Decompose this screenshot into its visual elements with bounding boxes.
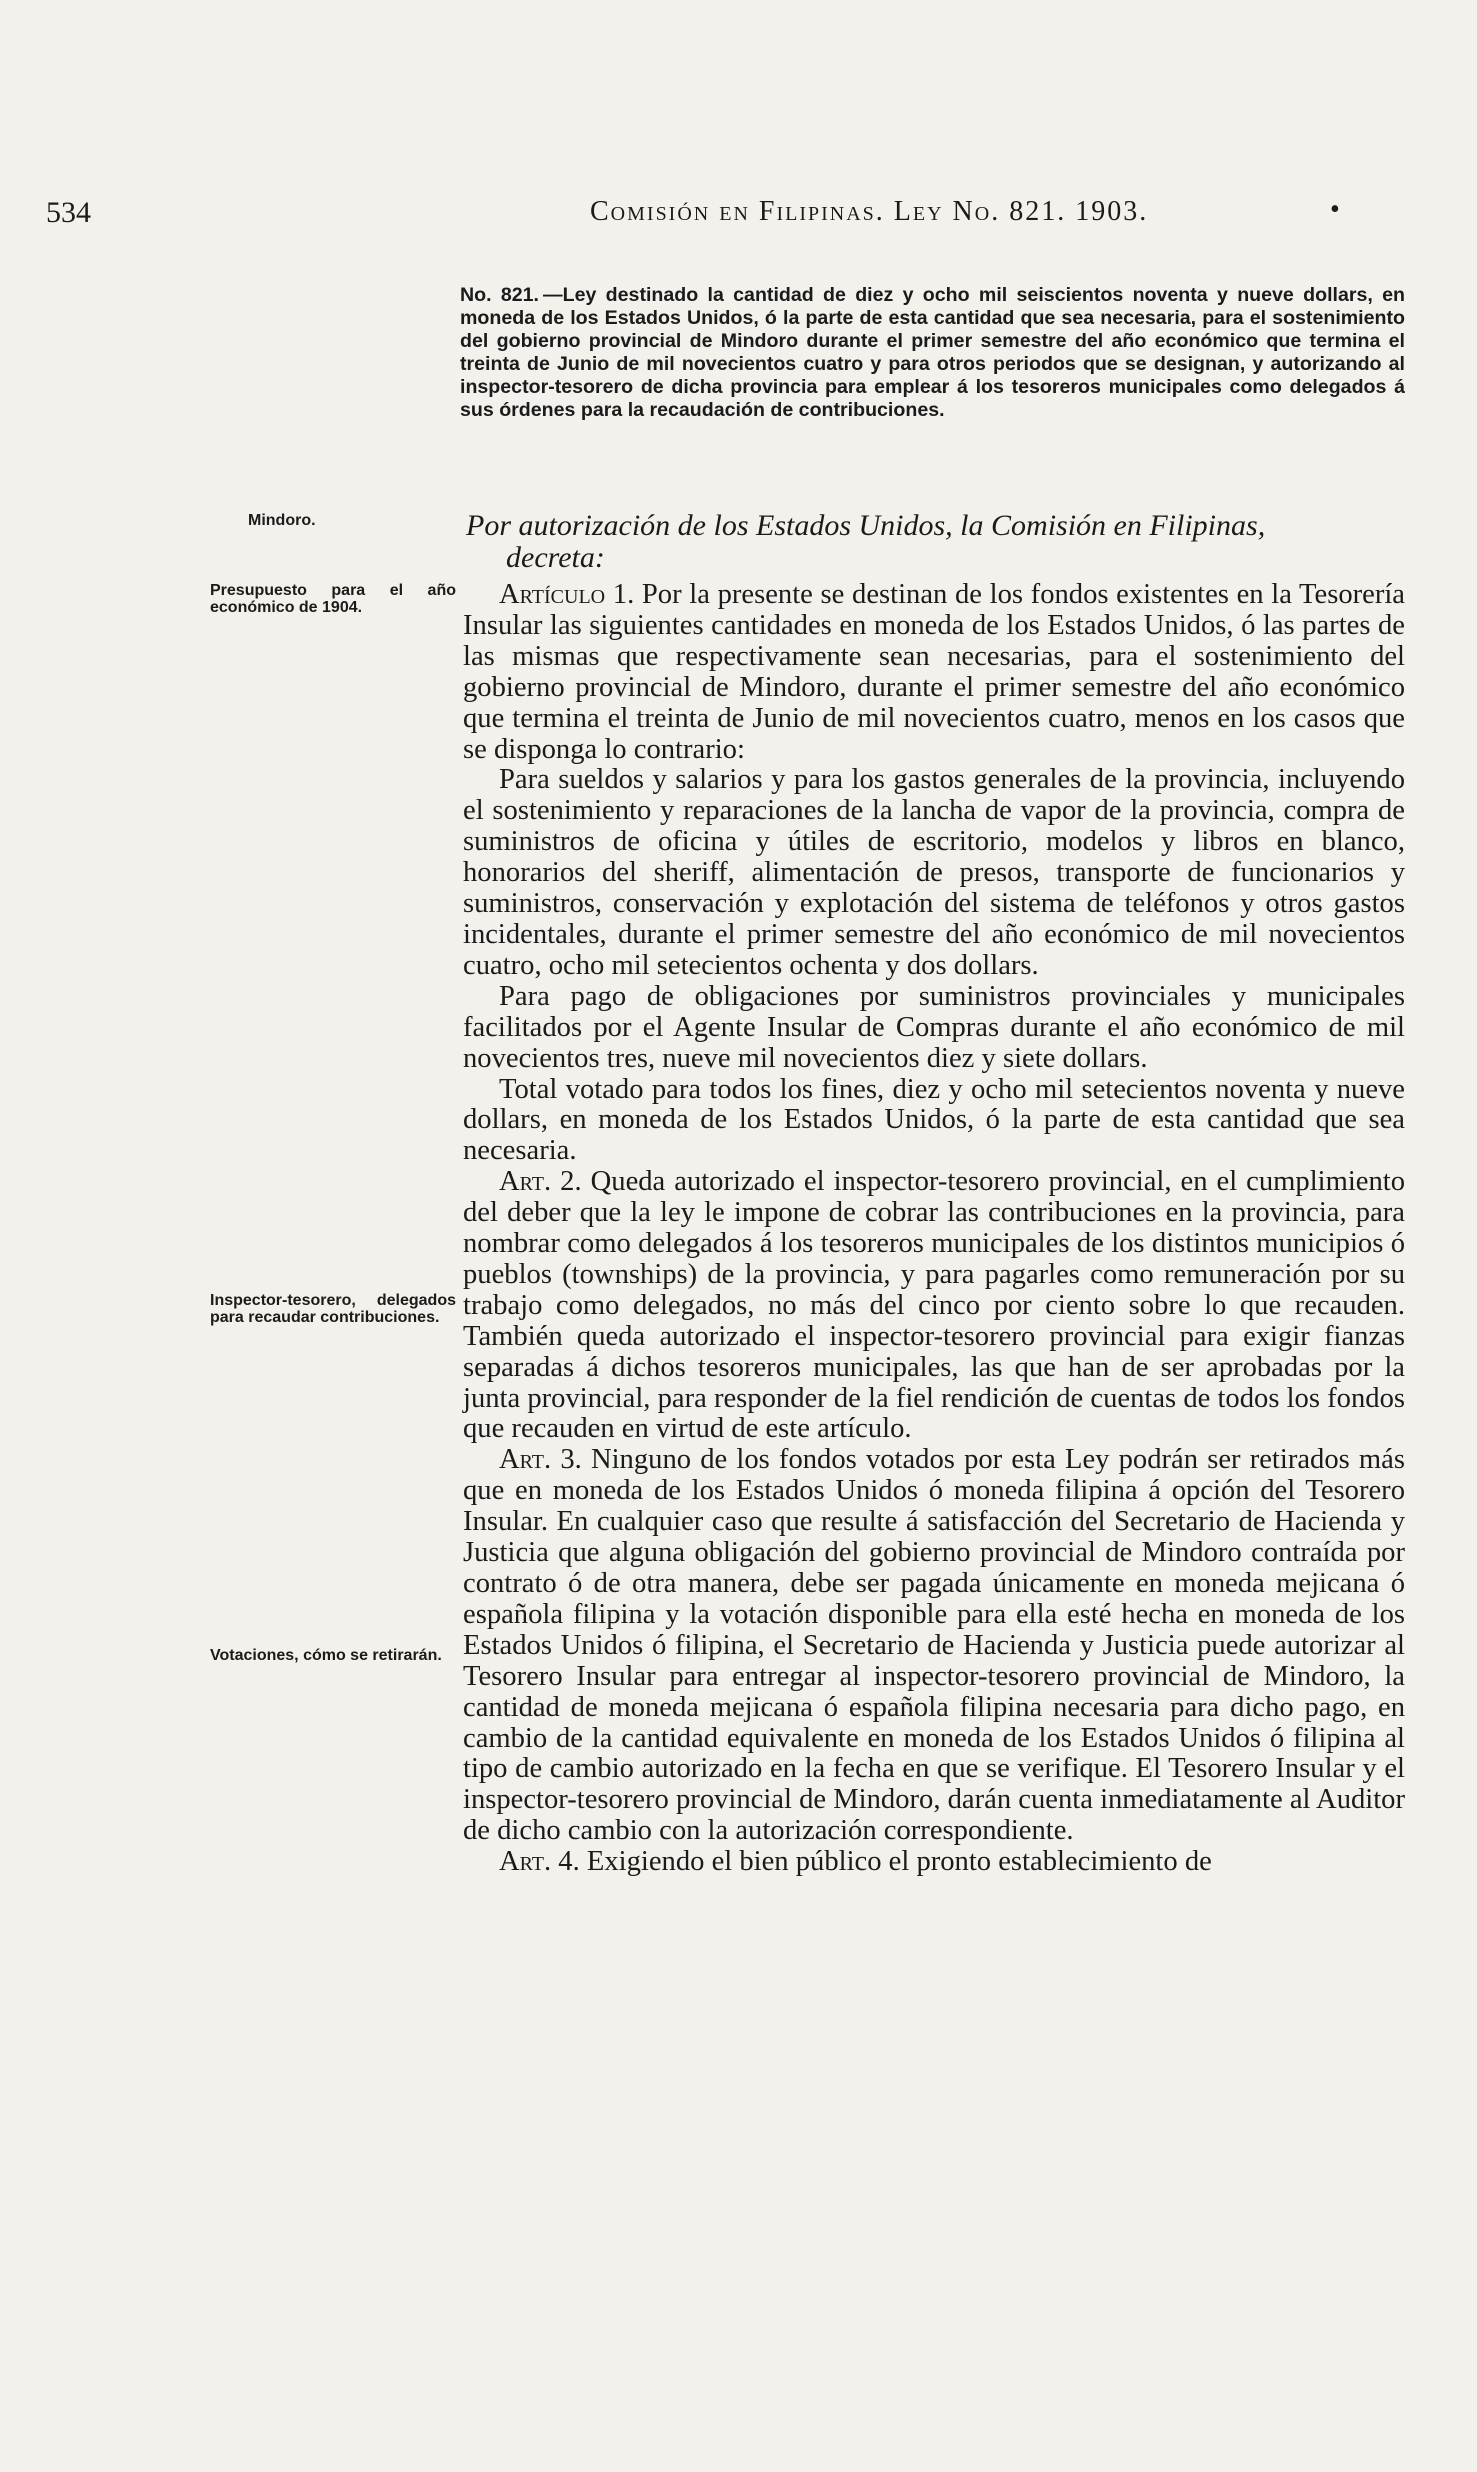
article-3 <box>463 1445 1405 1847</box>
enacting-line-2: decreta: <box>506 541 605 574</box>
article-2-label: Art. 2. <box>499 1166 582 1198</box>
body-text <box>463 580 1405 1878</box>
margin-note-inspector: Inspector-tesorero, delegados para recaudar contribuciones. <box>210 1292 456 1326</box>
paragraph-total: Total votado para todos los fines, diez y ocho mil setecientos noventa y nueve dollars, en moneda de los Estados Unidos, ó la parte de esta cantidad que sea necesaria. <box>463 1073 1405 1167</box>
article-4-label: Art. 4. <box>499 1846 580 1878</box>
article-4-text: Exigiendo el bien público el pronto establecimiento de <box>579 1846 1212 1878</box>
margin-note-votaciones: Votaciones, cómo se retirarán. <box>210 1647 442 1664</box>
enacting-line-1: Por autorización de los Estados Unidos, la Comisión en Filipinas, <box>466 509 1266 542</box>
page-number: 534 <box>46 196 91 229</box>
article-4 <box>463 1847 1405 1878</box>
paragraph-sueldos: Para sueldos y salarios y para los gastos generales de la provincia, incluyendo el sostenimiento y reparaciones de la lancha de vapor de la provincia, compra de suministros de oficina y útiles de escritorio, modelos y libros en blanco, honorarios del sheriff, alimentación de presos, transporte de funcionarios y suministros, conservación y explotación del sistema de teléfonos y otros gastos incidentales, durante el primer semestre del año económico de mil novecientos cuatro, ocho mil setecientos ochenta y dos dollars. <box>463 764 1405 981</box>
article-2-text: Queda autorizado el inspector-tesorero provincial, en el cumplimiento del deber que la ley le impone de cobrar las contribuciones en la provincia, para nombrar como delegados á los tesoreros municipales de los distintos municipios ó pueblos (townships) de la provincia, y para pagarles como remuneración por su trabajo como delegados, no más del cinco por ciento sobre lo que recauden. También queda autorizado el inspector-tesorero provincial para exigir fianzas separadas á dichos tesoreros municipales, las que han de ser aprobadas por la junta provincial, para responder de la fiel rendición de cuentas de todos los fondos que recauden en virtud de este artículo. <box>463 1166 1405 1445</box>
bullet-mark: • <box>1330 194 1342 225</box>
running-head-text: Comisión en Filipinas. Ley No. 821. 1903. <box>590 196 1149 227</box>
act-number: No. 821. <box>460 284 540 306</box>
article-1-text: Por la presente se destinan de los fondos existentes en la Tesorería Insular las siguientes cantidades en moneda de los Estados Unidos, ó las partes de las mismas que respectivamente sean necesarias, para el sostenimiento del gobierno provincial de Mindoro, durante el primer semestre del año económico que termina el treinta de Junio de mil novecientos cuatro, menos en los casos que se disponga lo contrario: <box>463 579 1405 765</box>
article-2 <box>463 1167 1405 1445</box>
act-summary <box>460 284 1405 422</box>
paragraph-obligaciones: Para pago de obligaciones por suministros provinciales y municipales facilitados por el Agente Insular de Compras durante el año económico de mil novecientos tres, nueve mil novecientos diez y siete dollars. <box>463 980 1405 1074</box>
act-summary-text: —Ley destinado la cantidad de diez y ocho mil seiscientos noventa y nueve dollars, en moneda de los Estados Unidos, ó la parte de esta cantidad que sea necesaria, para el sostenimiento del gobierno provincial de Mindoro durante el primer semestre del año económico que termina el treinta de Junio de mil novecientos cuatro y para otros periodos que se designan, y autorizando al inspector-tesorero de dicha provincia para emplear á los tesoreros municipales como delegados á sus órdenes para la recaudación de contribuciones. <box>460 284 1405 421</box>
article-1-label: Artículo 1. <box>499 579 635 610</box>
running-head <box>590 194 1342 228</box>
margin-note-mindoro: Mindoro. <box>248 512 316 529</box>
margin-note-presupuesto: Presupuesto para el año económico de 1904. <box>210 582 456 616</box>
article-1 <box>463 580 1405 765</box>
article-3-text: Ninguno de los fondos votados por esta Ley podrán ser retirados más que en moneda de los Estados Unidos ó moneda filipina á opción del Tesorero Insular. En cualquier caso que resulte á satisfacción del Secretario de Hacienda y Justicia que alguna obligación del gobierno provincial de Mindoro contraída por contrato ó de otra manera, debe ser pagada únicamente en moneda mejicana ó española filipina y la votación disponible para ella esté hecha en moneda de los Estados Unidos ó filipina, el Secretario de Hacienda y Justicia puede autorizar al Tesorero Insular para entregar al inspector-tesorero provincial de Mindoro, la cantidad de moneda mejicana ó española filipina necesaria para dicho pago, en cambio de la cantidad equivalente en moneda de los Estados Unidos ó filipina al tipo de cambio autorizado en la fecha en que se verifique. El Tesorero Insular y el inspector-tesorero provincial de Mindoro, darán cuenta inmediatamente al Auditor de dicho cambio con la autorización correspondiente. <box>463 1444 1405 1847</box>
article-3-label: Art. 3. <box>499 1444 582 1476</box>
enacting-clause <box>466 510 1406 574</box>
